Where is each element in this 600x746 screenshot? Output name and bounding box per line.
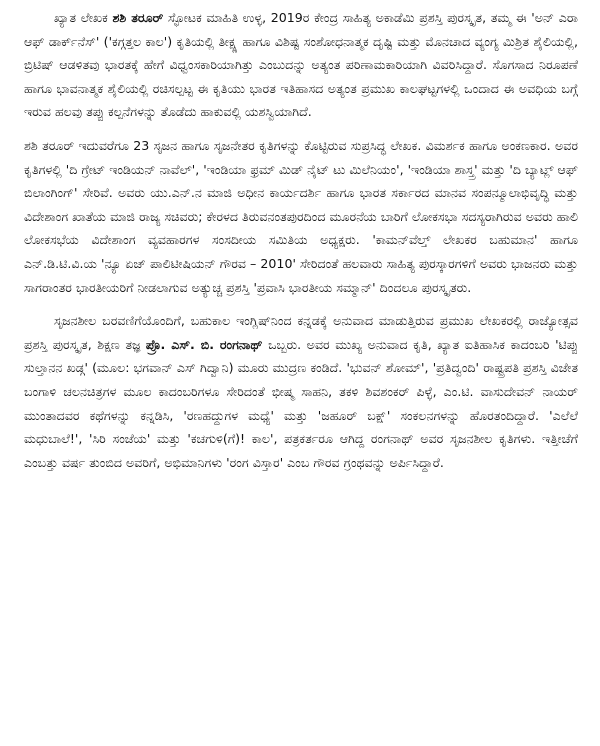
paragraph-text: ಸ್ಫೋಟಕ ಮಾಹಿತಿ ಉಳ್ಳ, 2019ರ ಕೇಂದ್ರ ಸಾಹಿತ್ಯ ಅಕಾಡೆಮಿ ಪ್ರಶಸ್ತಿ ಪುರಸ್ಕೃತ, ತಮ್ಮ ಈ 'ಅನ್ ಎರಾ ಆಫ್ ಡಾರ್ಕ್‌ನೆಸ್' ('ಕಗ್ಗತ್ತಲ ಕಾಲ') ಕೃತಿಯಲ್ಲಿ ತೀಕ್ಷ್ಣ ಹಾಗೂ ವಿಶಿಷ್ಟ ಸಂಶೋಧನಾತ್ಮಕ ದೃಷ್ಟಿ ಮತ್ತು ಮೊನಚಾದ ವ್ಯಂಗ್ಯ ಮಿಶ್ರಿತ ಶೈಲಿಯಲ್ಲಿ, ಬ್ರಿಟಿಷ್ ಆಡಳಿತವು ಭಾರತಕ್ಕೆ ಹೇಗೆ ವಿಧ್ವಂಸಕಾರಿಯಾಗಿತ್ತು ಎಂಬುದನ್ನು ಅತ್ಯಂತ ಪರಿಣಾಮಕಾರಿಯಾಗಿ ವಿವರಿಸಿದ್ದಾರೆ. ಸೊಗಸಾದ ನಿರೂಪಣೆ ಹಾಗೂ ಭಾವನಾತ್ಮಕ ಶೈಲಿಯಲ್ಲಿ ರಚಿಸಲ್ಪಟ್ಟ ಈ ಕೃತಿಯು ಭಾರತ ಇತಿಹಾಸದ ಅತ್ಯಂತ ಪ್ರಮುಖ ಕಾಲಘಟ್ಟಗಳಲ್ಲಿ ಒಂದಾದ ಈ ಅವಧಿಯ ಬಗ್ಗೆ ಇರುವ ಹಲವು ತಪ್ಪು ಕಲ್ಪನೆಗಳನ್ನು ತೊಡೆದು ಹಾಕುವಲ್ಲಿ ಯಶಸ್ವಿಯಾಗಿದೆ. — [24, 10, 578, 120]
paragraph-author-bio — [24, 134, 578, 299]
document-page — [24, 6, 578, 474]
paragraph-text: ಖ್ಯಾತ ಲೇಖಕ — [54, 10, 113, 25]
paragraph-author-intro — [24, 6, 578, 124]
paragraph-text: ಶಶಿ ತರೂರ್ ಇದುವರೆಗೂ 23 ಸೃಜನ ಹಾಗೂ ಸೃಜನೇತರ ಕೃತಿಗಳನ್ನು ಕೊಟ್ಟಿರುವ ಸುಪ್ರಸಿದ್ಧ ಲೇಖಕ. ವಿಮರ್ಶಕ ಹಾಗೂ ಅಂಕಣಕಾರ. ಅವರ ಕೃತಿಗಳಲ್ಲಿ 'ದಿ ಗ್ರೇಟ್ ಇಂಡಿಯನ್ ನಾವೆಲ್', 'ಇಂಡಿಯಾ ಫ್ರಮ್ ಮಿಡ್ ನೈಟ್ ಟು ಮಿಲೆನಿಯಂ', 'ಇಂಡಿಯಾ ಶಾಸ್ತ್ರ' ಮತ್ತು 'ದಿ ಬ್ಯಾಟ್ಲ್ ಆಫ್ ಬಿಲಾಂಗಿಂಗ್' ಸೇರಿವೆ. ಅವರು ಯು.ಎನ್.ನ ಮಾಜಿ ಅಧೀನ ಕಾರ್ಯದರ್ಶಿ ಹಾಗೂ ಭಾರತ ಸರ್ಕಾರದ ಮಾನವ ಸಂಪನ್ಮೂಲಾಭಿವೃದ್ಧಿ ಮತ್ತು ವಿದೇಶಾಂಗ ಖಾತೆಯ ಮಾಜಿ ರಾಜ್ಯ ಸಚಿವರು; ಕೇರಳದ ತಿರುವನಂತಪುರದಿಂದ ಮೂರನೆಯ ಬಾರಿಗೆ ಲೋಕಸಭಾ ಸದಸ್ಯರಾಗಿರುವ ಅವರು ಹಾಲಿ ಲೋಕಸಭೆಯ ವಿದೇಶಾಂಗ ವ್ಯವಹಾರಗಳ ಸಂಸದೀಯ ಸಮಿತಿಯ ಅಧ್ಯಕ್ಷರು. 'ಕಾಮನ್‌ವೆಲ್ತ್ ಲೇಖಕರ ಬಹುಮಾನ' ಹಾಗೂ ಎನ್.ಡಿ.ಟಿ.ವಿ.ಯ 'ನ್ಯೂ ಏಜ್ ಪಾಲಿಟೀಷಿಯನ್ ಗೌರವ – 2010' ಸೇರಿದಂತೆ ಹಲವಾರು ಸಾಹಿತ್ಯ ಪುರಸ್ಕಾರಗಳಿಗೆ ಅವರು ಭಾಜನರು ಮತ್ತು ಸಾಗರಾಂತರ ಭಾರತೀಯರಿಗೆ ನೀಡಲಾಗುವ ಅತ್ಯುಚ್ಚ ಪ್ರಶಸ್ತಿ 'ಪ್ರವಾಸಿ ಭಾರತೀಯ ಸಮ್ಮಾನ್' ದಿಂದಲೂ ಪುರಸ್ಕೃತರು. — [24, 137, 579, 295]
translator-name-bold: ಪ್ರೊ. ಎಸ್. ಬಿ. ರಂಗನಾಥ್ — [145, 336, 263, 352]
author-name-bold: ಶಶಿ ತರೂರ್ — [112, 10, 164, 25]
paragraph-text: ಸೃಜನಶೀಲ ಬರವಣಿಗೆಯೊಂದಿಗೆ, ಬಹುಕಾಲ ಇಂಗ್ಲಿಷ್‌ನಿಂದ ಕನ್ನಡಕ್ಕೆ ಅನುವಾದ ಮಾಡುತ್ತಿರುವ ಪ್ರಮುಖ ಲೇಖಕರಲ್ಲಿ ರಾಜ್ಯೋತ್ಸವ ಪ್ರಶಸ್ತಿ ಪುರಸ್ಕೃತ, ಶಿಕ್ಷಣ ತಜ್ಞ — [24, 313, 578, 352]
paragraph-text: ಒಬ್ಬರು. ಅವರ ಮುಖ್ಯ ಅನುವಾದ ಕೃತಿ, ಖ್ಯಾತ ಐತಿಹಾಸಿಕ ಕಾದಂಬರಿ 'ಟಿಪ್ಪು ಸುಲ್ತಾನನ ಖಡ್ಗ' (ಮೂಲ: ಭಗವಾನ್ ಎಸ್ ಗಿದ್ವಾನಿ) ಮೂರು ಮುದ್ರಣ ಕಂಡಿದೆ. 'ಭುವನ್ ಶೋಮ್', 'ಪ್ರತಿದ್ವಂದಿ' ರಾಷ್ಟ್ರಪತಿ ಪ್ರಶಸ್ತಿ ವಿಜೇತ ಬಂಗಾಳಿ ಚಲನಚಿತ್ರಗಳ ಮೂಲ ಕಾದಂಬರಿಗಳೂ ಸೇರಿದಂತೆ ಭೀಷ್ಮ ಸಾಹನಿ, ತಕಳಿ ಶಿವಶಂಕರ್ ಪಿಳ್ಳೆ, ಎಂ.ಟಿ. ವಾಸುದೇವನ್ ನಾಯರ್ ಮುಂತಾದವರ ಕಥೆಗಳನ್ನು ಕನ್ನಡಿಸಿ, 'ರಣಹದ್ದುಗಳ ಮಧ್ಯೆ' ಮತ್ತು 'ಜಹೂರ್ ಬಕ್ಷ್' ಸಂಕಲನಗಳನ್ನು ಹೊರತಂದಿದ್ದಾರೆ. 'ಎಲೆಲೆ ಮಧುಬಾಲೆ!', 'ಸಿರಿ ಸಂಜೆಯ' ಮತ್ತು 'ಕಚಗುಳಿ(ಗೆ)! ಕಾಲ', ಪತ್ರಕರ್ತರೂ ಆಗಿದ್ದ ರಂಗನಾಥ್ ಅವರ ಸೃಜನಶೀಲ ಕೃತಿಗಳು. ಇತ್ತೀಚೆಗೆ ಎಂಬತ್ತು ವರ್ಷ ತುಂಬಿದ ಅವರಿಗೆ, ಅಭಿಮಾನಿಗಳು 'ರಂಗ ವಿಸ್ತಾರ' ಎಂಬ ಗೌರವ ಗ್ರಂಥವನ್ನು ಅರ್ಪಿಸಿದ್ದಾರೆ. — [24, 336, 578, 470]
paragraph-translator-bio — [24, 309, 578, 474]
